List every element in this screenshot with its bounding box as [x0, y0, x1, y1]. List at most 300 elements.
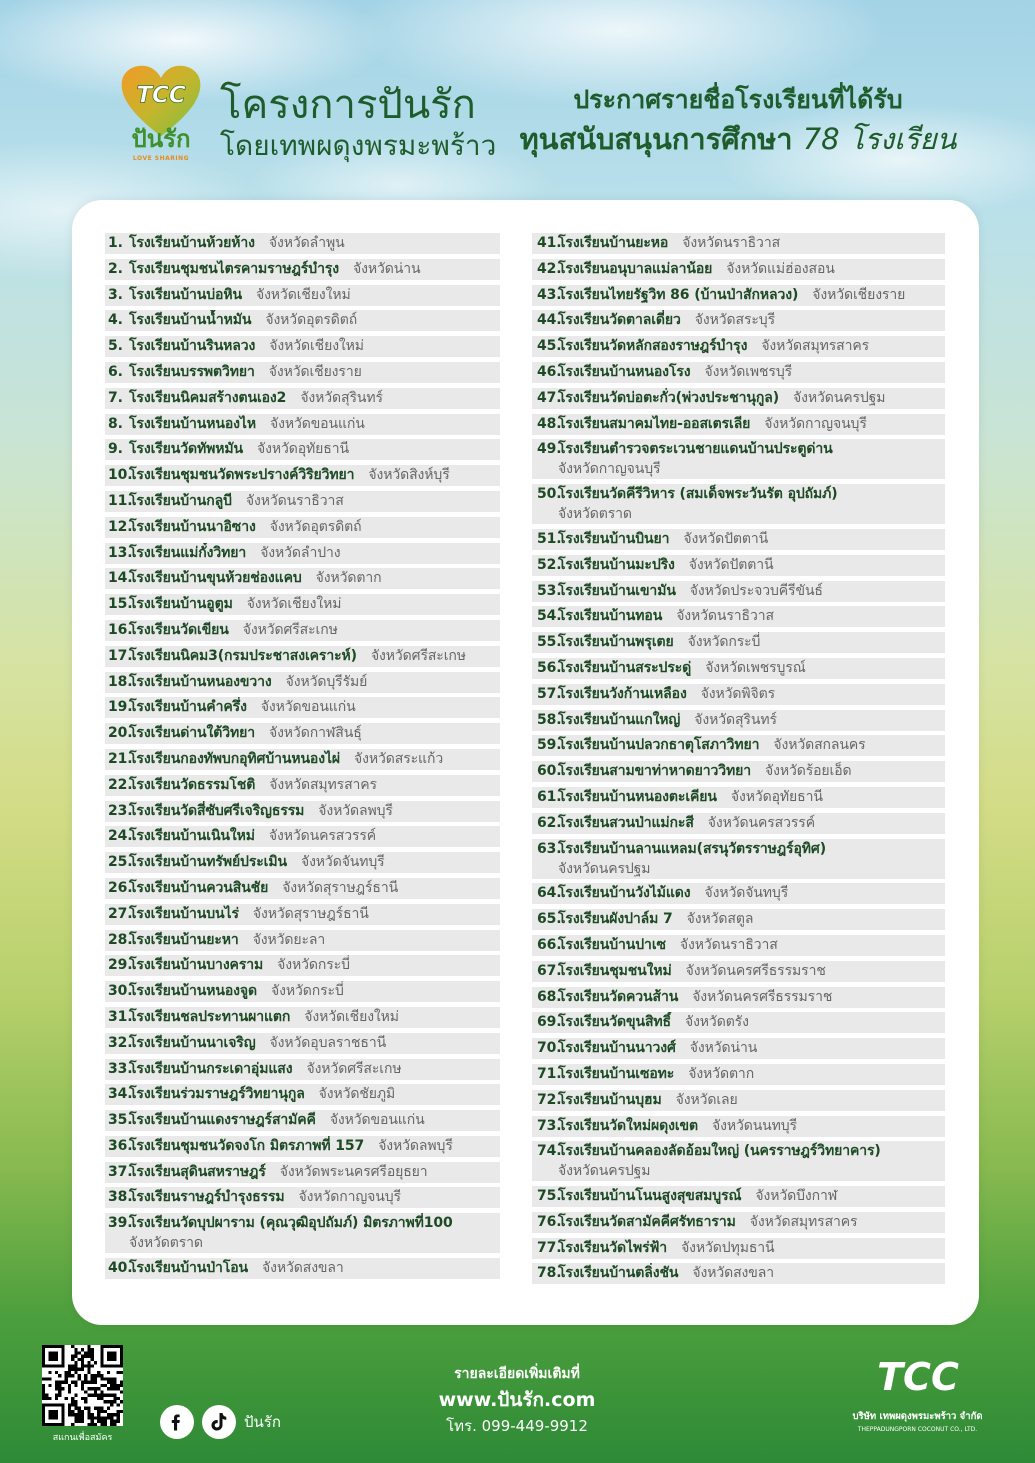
- school-row: [532, 935, 945, 956]
- school-number: 75.: [537, 1188, 562, 1205]
- school-number: 44.: [537, 312, 562, 329]
- school-row: [105, 1258, 500, 1279]
- school-province: จังหวัดแม่ฮ่องสอน: [726, 260, 835, 277]
- school-row: [105, 233, 500, 254]
- school-name: โรงเรียนวัดหลักสองราษฎร์บำรุง: [558, 338, 748, 355]
- school-row: [532, 336, 945, 357]
- school-number: 18.: [108, 673, 133, 690]
- school-province: จังหวัดกระบี่: [271, 983, 344, 1000]
- school-number: 72.: [537, 1091, 562, 1108]
- school-province: จังหวัดขอนแก่น: [260, 699, 356, 716]
- school-row: [532, 839, 945, 879]
- school-number: 12.: [108, 518, 133, 535]
- school-row: [532, 581, 945, 602]
- school-name: โรงเรียนบ้านป่าโอน: [129, 1260, 249, 1277]
- school-province: จังหวัดลพบุรี: [318, 802, 393, 819]
- school-row: [105, 1084, 500, 1105]
- school-row: [105, 801, 500, 822]
- school-province: จังหวัดอุตรดิตถ์: [269, 518, 362, 535]
- school-name: โรงเรียนบ้านหนองจูด: [129, 983, 258, 1000]
- school-name: โรงเรียนบ้านปาเซ: [558, 936, 666, 953]
- school-name: โรงเรียนบ้านหนองโรง: [558, 363, 691, 380]
- project-subtitle: โดยเทพผดุงพรมะพร้าว: [220, 129, 497, 162]
- school-name: โรงเรียนบ้านตลิ่งชัน: [558, 1265, 679, 1282]
- school-province: จังหวัดปทุมธานี: [681, 1239, 775, 1256]
- school-number: 48.: [537, 415, 562, 432]
- school-province: จังหวัดสมุทรสาคร: [761, 338, 870, 355]
- school-province: จังหวัดตาก: [688, 1065, 755, 1082]
- school-row: [532, 987, 945, 1008]
- company-name-th: บริษัท เทพผดุงพรมะพร้าว จำกัด: [852, 1411, 983, 1422]
- school-province: จังหวัดสมุทรสาคร: [269, 776, 377, 793]
- school-number: 28.: [108, 931, 133, 948]
- school-number: 77.: [537, 1239, 562, 1256]
- school-list-card: [72, 200, 979, 1325]
- school-row: [532, 961, 945, 982]
- school-row: [105, 620, 500, 641]
- school-province: จังหวัดเลย: [675, 1091, 738, 1108]
- school-row: [532, 787, 945, 808]
- school-name: โรงเรียนชุมชนวัดพระปรางค์วิริยวิทยา: [129, 467, 355, 484]
- school-row: [105, 594, 500, 615]
- school-row: [105, 852, 500, 873]
- school-number: 20.: [108, 725, 133, 742]
- school-province: จังหวัดตาก: [315, 570, 382, 587]
- school-province: จังหวัดนครสวรรค์: [268, 828, 377, 845]
- school-row: [532, 1090, 945, 1111]
- school-name: โรงเรียนบ้านมะปริง: [558, 556, 675, 573]
- school-row: [532, 439, 945, 479]
- school-number: 41.: [537, 235, 562, 251]
- school-province: จังหวัดตราด: [558, 506, 632, 523]
- school-name: โรงเรียนบ้านยะหา: [129, 931, 239, 948]
- school-name: โรงเรียนตำรวจตระเวนชายแดนบ้านประตูด่าน: [558, 441, 833, 458]
- school-number: 50.: [537, 486, 562, 503]
- school-number: 56.: [537, 659, 562, 676]
- school-province: จังหวัดกาญจนบุรี: [764, 415, 867, 432]
- school-row: [105, 1059, 500, 1080]
- school-row: [532, 761, 945, 782]
- website-link[interactable]: www.ปันรัก.com: [438, 1389, 596, 1411]
- school-row: [532, 1141, 945, 1181]
- school-row: [532, 1263, 945, 1284]
- school-row: [532, 285, 945, 306]
- school-row: [532, 529, 945, 550]
- school-row: [532, 1116, 945, 1137]
- school-number: 42.: [537, 260, 562, 277]
- school-name: โรงเรียนวังก้านเหลือง: [558, 685, 687, 702]
- school-row: [105, 930, 500, 951]
- school-number: 6.: [108, 363, 123, 380]
- tiktok-icon[interactable]: [202, 1405, 236, 1439]
- school-province: จังหวัดเชียงราย: [812, 286, 906, 303]
- school-row: [105, 904, 500, 925]
- school-number: 43.: [537, 286, 562, 303]
- school-name: โรงเรียนวัดบุปผาราม (คุณวุฒิอุปถัมภ์) มิตรภาพที่100: [129, 1215, 453, 1232]
- school-number: 55.: [537, 634, 562, 651]
- qr-caption: สแกนเพื่อสมัคร: [52, 1433, 113, 1443]
- school-number: 71.: [537, 1065, 562, 1082]
- school-province: จังหวัดเชียงราย: [268, 363, 362, 380]
- school-province: จังหวัดพระนครศรีอยุธยา: [279, 1163, 428, 1180]
- school-province: จังหวัดสุรินทร์: [694, 711, 777, 728]
- school-row: [105, 336, 500, 357]
- school-row: [532, 909, 945, 930]
- school-name: โรงเรียนบ้านสระประดู่: [558, 659, 692, 676]
- school-province: จังหวัดลำปาง: [260, 544, 341, 561]
- school-number: 22.: [108, 776, 133, 793]
- school-name: โรงเรียนอนุบาลแม่ลาน้อย: [558, 260, 713, 277]
- school-province: จังหวัดสิงห์บุรี: [368, 467, 450, 484]
- school-number: 78.: [537, 1265, 562, 1282]
- school-number: 59.: [537, 737, 562, 754]
- school-row: [532, 813, 945, 834]
- school-number: 8.: [108, 415, 123, 432]
- school-row: [105, 826, 500, 847]
- school-row: [105, 878, 500, 899]
- company-logo-text: TCC: [877, 1355, 959, 1399]
- school-province: จังหวัดศรีสะเกษ: [306, 1060, 402, 1077]
- school-name: โรงเรียนวัดสามัคคีศรัทธาราม: [558, 1213, 736, 1230]
- school-province: จังหวัดนครศรีธรรมราช: [685, 962, 826, 979]
- school-row: [532, 710, 945, 731]
- school-row: [105, 1007, 500, 1028]
- school-number: 3.: [108, 286, 123, 303]
- school-number: 14.: [108, 570, 133, 587]
- school-number: 70.: [537, 1040, 562, 1057]
- school-name: โรงเรียนสามขาท่าหาดยาววิทยา: [558, 763, 751, 780]
- school-number: 35.: [108, 1112, 133, 1129]
- school-number: 19.: [108, 699, 133, 716]
- school-number: 45.: [537, 338, 562, 355]
- school-name: โรงเรียนบ้านห้วยห้าง: [129, 235, 255, 251]
- school-row: [105, 285, 500, 306]
- school-name: โรงเรียนบ้านน้ำหมัน: [129, 312, 252, 329]
- school-province: จังหวัดสงขลา: [692, 1265, 774, 1282]
- school-province: จังหวัดสระแก้ว: [354, 750, 444, 767]
- school-number: 32.: [108, 1034, 133, 1051]
- school-row: [532, 1012, 945, 1033]
- school-row: [532, 233, 945, 254]
- school-name: โรงเรียนนิคม3(กรมประชาสงเคราะห์): [129, 647, 357, 664]
- school-row: [105, 646, 500, 667]
- school-province: จังหวัดสระบุรี: [694, 312, 775, 329]
- school-list-right-column: [532, 233, 945, 1289]
- school-number: 65.: [537, 911, 562, 928]
- school-name: โรงเรียนบ้านคำครึ่ง: [129, 699, 247, 716]
- school-province: จังหวัดสกลนคร: [773, 737, 866, 754]
- school-name: โรงเรียนบ้านกระเดาอุ่มแสง: [129, 1060, 293, 1077]
- school-province: จังหวัดชัยภูมิ: [318, 1086, 396, 1103]
- school-number: 53.: [537, 582, 562, 599]
- school-province: จังหวัดนครปฐม: [793, 389, 886, 406]
- school-row: [532, 632, 945, 653]
- school-province: จังหวัดจันทบุรี: [300, 854, 385, 871]
- school-name: โรงเรียนบ้านแดงราษฎร์สามัคคี: [129, 1112, 316, 1129]
- school-row: [105, 388, 500, 409]
- school-number: 5.: [108, 338, 123, 355]
- contact-info: [367, 1362, 667, 1438]
- school-row: [532, 658, 945, 679]
- school-province: จังหวัดเชียงใหม่: [269, 338, 364, 355]
- school-province: จังหวัดประจวบคีรีขันธ์: [689, 582, 823, 599]
- school-number: 66.: [537, 936, 562, 953]
- school-name: โรงเรียนบ้านบนไร่: [129, 905, 239, 922]
- school-name: โรงเรียนวัดธรรมโชติ: [129, 776, 256, 793]
- school-number: 36.: [108, 1137, 133, 1154]
- school-name: โรงเรียนบ้านเซอทะ: [558, 1065, 675, 1082]
- school-number: 54.: [537, 608, 562, 625]
- school-number: 52.: [537, 556, 562, 573]
- school-name: โรงเรียนชุมชนวัดจงโก มิตรภาพที่ 157: [129, 1137, 365, 1154]
- school-number: 2.: [108, 260, 123, 277]
- school-province: จังหวัดนราธิวาส: [682, 235, 781, 251]
- school-province: จังหวัดนราธิวาส: [245, 492, 344, 509]
- school-province: จังหวัดสุราษฎร์ธานี: [282, 879, 399, 896]
- school-row: [532, 1212, 945, 1233]
- school-name: โรงเรียนบ้านบางคราม: [129, 957, 264, 974]
- school-province: จังหวัดนนทบุรี: [711, 1117, 797, 1134]
- school-name: โรงเรียนวัดใหม่ผดุงเขต: [558, 1117, 698, 1134]
- school-name: โรงเรียนบ้านหนองขวาง: [129, 673, 272, 690]
- logo-text: TCC: [136, 82, 186, 109]
- school-number: 10.: [108, 467, 133, 484]
- school-number: 60.: [537, 763, 562, 780]
- school-row: [532, 1038, 945, 1059]
- school-province: จังหวัดลพบุรี: [378, 1137, 453, 1154]
- school-number: 58.: [537, 711, 562, 728]
- school-name: โรงเรียนสุดินสหราษฎร์: [129, 1163, 266, 1180]
- school-name: โรงเรียนวัดตาลเดี่ยว: [558, 312, 681, 329]
- school-row: [105, 491, 500, 512]
- school-row: [105, 1033, 500, 1054]
- school-province: จังหวัดเชียงใหม่: [304, 1008, 399, 1025]
- school-name: โรงเรียนบ้านอูตูม: [129, 596, 233, 613]
- school-province: จังหวัดอุตรดิตถ์: [265, 312, 358, 329]
- school-number: 40.: [108, 1260, 133, 1277]
- school-number: 46.: [537, 363, 562, 380]
- school-name: โรงเรียนบรรพตวิทยา: [129, 363, 255, 380]
- school-row: [105, 568, 500, 589]
- school-number: 37.: [108, 1163, 133, 1180]
- school-province: จังหวัดอุบลราชธานี: [269, 1034, 387, 1051]
- school-name: โรงเรียนแม่กั๋งวิทยา: [129, 544, 247, 561]
- school-province: จังหวัดเพชรบุรี: [704, 363, 793, 380]
- school-province: จังหวัดสมุทรสาคร: [749, 1213, 858, 1230]
- school-province: จังหวัดอุทัยธานี: [257, 441, 349, 458]
- school-number: 67.: [537, 962, 562, 979]
- school-province: จังหวัดเชียงใหม่: [246, 596, 342, 613]
- school-row: [105, 1162, 500, 1183]
- school-row: [532, 362, 945, 383]
- school-name: โรงเรียนวัดควนส้าน: [558, 988, 679, 1005]
- school-province: จังหวัดลำพูน: [268, 235, 345, 251]
- more-info-label: รายละเอียดเพิ่มเติมที่: [454, 1366, 580, 1382]
- school-province: จังหวัดนครปฐม: [558, 860, 651, 877]
- school-province: จังหวัดสุรินทร์: [300, 389, 383, 406]
- school-number: 1.: [108, 235, 123, 251]
- school-name: โรงเรียนราษฎร์บำรุงธรรม: [129, 1189, 285, 1206]
- school-province: จังหวัดศรีสะเกษ: [242, 621, 338, 638]
- school-name: โรงเรียนบ้านควนสินชัย: [129, 879, 269, 896]
- school-number: 61.: [537, 788, 562, 805]
- school-row: [105, 259, 500, 280]
- school-row: [105, 749, 500, 770]
- school-name: โรงเรียนบ้านทอน: [558, 608, 663, 625]
- facebook-icon[interactable]: [160, 1405, 194, 1439]
- school-row: [532, 883, 945, 904]
- school-number: 63.: [537, 840, 562, 857]
- school-province: จังหวัดสตูล: [686, 911, 754, 928]
- school-number: 4.: [108, 312, 123, 329]
- phone-number: โทร. 099-449-9912: [446, 1417, 588, 1435]
- school-province: จังหวัดนราธิวาส: [679, 936, 778, 953]
- school-province: จังหวัดกาฬสินธุ์: [268, 725, 362, 742]
- school-province: จังหวัดอุทัยธานี: [730, 788, 823, 805]
- school-name: โรงเรียนวัดเขียน: [129, 621, 229, 638]
- qr-code-icon[interactable]: [42, 1345, 123, 1426]
- school-name: โรงเรียนบ้านบ่อหิน: [129, 286, 242, 303]
- school-province: จังหวัดสงขลา: [262, 1260, 344, 1277]
- school-province: จังหวัดศรีสะเกษ: [370, 647, 466, 664]
- school-province: จังหวัดปัตตานี: [688, 556, 774, 573]
- school-name: โรงเรียนบ้านรินหลวง: [129, 338, 256, 355]
- school-name: โรงเรียนบ้านแกใหญ่: [558, 711, 681, 728]
- school-row: [105, 517, 500, 538]
- school-province: จังหวัดขอนแก่น: [329, 1112, 425, 1129]
- school-number: 69.: [537, 1014, 562, 1031]
- school-province: จังหวัดนครศรีธรรมราช: [692, 988, 833, 1005]
- school-row: [532, 555, 945, 576]
- school-row: [105, 465, 500, 486]
- announcement-scholarship: ทุนสนับสนุนการศึกษา: [519, 122, 793, 156]
- school-name: โรงเรียนวัดทัพหมัน: [129, 441, 243, 458]
- school-number: 7.: [108, 389, 123, 406]
- school-row: [105, 1136, 500, 1157]
- school-number: 34.: [108, 1086, 133, 1103]
- announcement-line-2: [488, 118, 988, 160]
- school-name: โรงเรียนนิคมสร้างตนเอง2: [129, 389, 287, 406]
- school-province: จังหวัดกาญจนบุรี: [298, 1189, 401, 1206]
- school-row: [532, 606, 945, 627]
- school-number: 13.: [108, 544, 133, 561]
- school-row: [532, 259, 945, 280]
- school-province: จังหวัดน่าน: [353, 260, 421, 277]
- school-province: จังหวัดพิจิตร: [700, 685, 776, 702]
- school-name: โรงเรียนด่านใต้วิทยา: [129, 725, 255, 742]
- school-name: โรงเรียนร่วมราษฎร์วิทยานุกูล: [129, 1086, 305, 1103]
- school-name: โรงเรียนบ้านหนองตะเคียน: [558, 788, 717, 805]
- school-province: จังหวัดบุรีรัมย์: [285, 673, 368, 690]
- school-row: [105, 981, 500, 1002]
- school-province: จังหวัดตรัง: [684, 1014, 749, 1031]
- school-province: จังหวัดสุราษฎร์ธานี: [252, 905, 369, 922]
- school-province: จังหวัดนราธิวาส: [676, 608, 774, 625]
- logo-name: ปันรัก: [131, 125, 191, 153]
- school-name: โรงเรียนบ้านลานแหลม(สรนุวัตรราษฎร์อุทิศ): [558, 840, 826, 857]
- school-number: 73.: [537, 1117, 562, 1134]
- school-row: [532, 1186, 945, 1207]
- school-province: จังหวัดขอนแก่น: [269, 415, 365, 432]
- school-province: จังหวัดเชียงใหม่: [255, 286, 351, 303]
- school-name: โรงเรียนวัดไพร่ฟ้า: [558, 1239, 668, 1256]
- school-province: จังหวัดตราด: [129, 1235, 203, 1252]
- school-name: โรงเรียนบ้านนาเจริญ: [129, 1034, 256, 1051]
- school-name: โรงเรียนบ้านพรุเตย: [558, 634, 674, 651]
- school-row: [105, 775, 500, 796]
- school-number: 74.: [537, 1143, 562, 1160]
- school-number: 15.: [108, 596, 133, 613]
- school-number: 39.: [108, 1215, 133, 1232]
- school-number: 31.: [108, 1008, 133, 1025]
- school-province: จังหวัดร้อยเอ็ด: [764, 763, 852, 780]
- school-row: [105, 697, 500, 718]
- school-name: โรงเรียนชุมชนไตรคามราษฎร์บำรุง: [129, 260, 339, 277]
- school-row: [105, 310, 500, 331]
- school-name: โรงเรียนผังปาล์ม 7: [558, 911, 673, 928]
- school-name: โรงเรียนชลประทานผาแตก: [129, 1008, 291, 1025]
- school-province: จังหวัดนครปฐม: [558, 1163, 651, 1180]
- school-name: โรงเรียนบ้านยะหอ: [558, 235, 669, 251]
- school-province: จังหวัดจันทบุรี: [704, 885, 789, 902]
- school-name: โรงเรียนบ้านกลูบี: [129, 492, 232, 509]
- school-name: โรงเรียนวัดขุนสิทธิ์: [558, 1014, 671, 1031]
- school-province: จังหวัดเพชรบูรณ์: [705, 659, 806, 676]
- school-row: [532, 310, 945, 331]
- school-row: [532, 414, 945, 435]
- announcement-heading: [488, 82, 988, 160]
- school-row: [105, 955, 500, 976]
- school-name: โรงเรียนบ้านนาอิซาง: [129, 518, 256, 535]
- school-row: [105, 439, 500, 460]
- school-province: จังหวัดกระบี่: [687, 634, 761, 651]
- school-name: โรงเรียนวัดคีรีวิหาร (สมเด็จพระวันรัต อุปถัมภ์): [558, 486, 838, 503]
- school-number: 47.: [537, 389, 562, 406]
- school-name: โรงเรียนกองทัพบกอุทิศบ้านหนองไผ่: [129, 750, 341, 767]
- school-number: 62.: [537, 814, 562, 831]
- school-name: โรงเรียนสวนป่าแม่กะสี: [558, 814, 694, 831]
- school-name: โรงเรียนบ้านคลองลัดอ้อมใหญ่ (นครราษฎร์วิทยาคาร): [558, 1143, 881, 1160]
- school-row: [105, 1110, 500, 1131]
- school-number: 51.: [537, 530, 562, 547]
- school-province: จังหวัดกาญจนบุรี: [558, 461, 661, 478]
- school-name: โรงเรียนชุมชนใหม่: [558, 962, 672, 979]
- school-number: 29.: [108, 957, 133, 974]
- school-row: [532, 484, 945, 524]
- company-name-en: THEPPADUNGPORN COCONUT CO., LTD.: [857, 1426, 978, 1433]
- school-name: โรงเรียนบ้านบุฮม: [558, 1091, 662, 1108]
- school-name: โรงเรียนไทยรัฐวิท 86 (บ้านป่าสักหลวง): [558, 286, 799, 303]
- school-name: โรงเรียนบ้านปลวกธาตุโสภาวิทยา: [558, 737, 760, 754]
- school-number: 17.: [108, 647, 133, 664]
- school-number: 68.: [537, 988, 562, 1005]
- school-row: [532, 735, 945, 756]
- school-name: โรงเรียนบ้านเขามัน: [558, 582, 676, 599]
- school-number: 11.: [108, 492, 133, 509]
- school-province: จังหวัดยะลา: [252, 931, 326, 948]
- school-number: 9.: [108, 441, 123, 458]
- school-name: โรงเรียนสมาคมไทย-ออสเตรเลีย: [558, 415, 751, 432]
- school-row: [532, 1238, 945, 1259]
- school-number: 23.: [108, 802, 133, 819]
- school-province: จังหวัดน่าน: [689, 1040, 758, 1057]
- school-number: 21.: [108, 750, 133, 767]
- school-row: [105, 1187, 500, 1208]
- school-number: 26.: [108, 879, 133, 896]
- school-name: โรงเรียนบ้านหนองไห: [129, 415, 256, 432]
- school-province: จังหวัดนครสวรรค์: [707, 814, 815, 831]
- school-row: [105, 543, 500, 564]
